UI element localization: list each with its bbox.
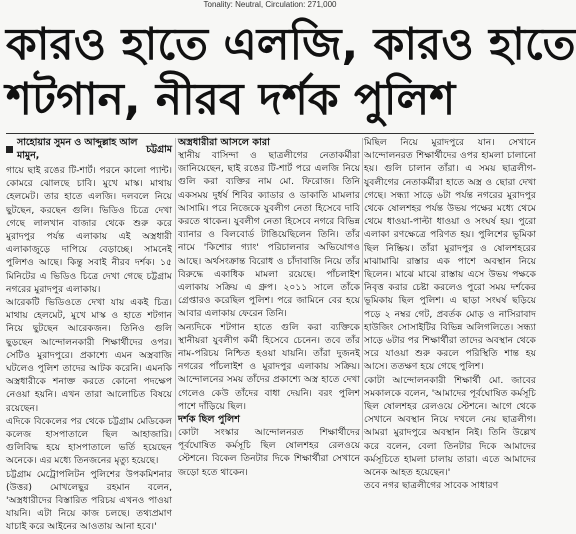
paragraph: অন্যদিকে শটগান হাতে গুলি করা ব্যক্তিকে স্থানীয়রা যুবলীগ কর্মী হিসেবে চেনেন। তবে তাঁর নাম-পরিচয় নিশ্চিত হওয়া যায়নি। তাঁরা দুজনই নগরের পাঁচলাইশ ও মুরাদপুর এলাকায় সক্রিয়। আন্দোলনের সময় তাঁদের প্রকাশ্যে অস্ত্র হাতে দেখা গেলেও কেউ তাঁদের বাধা দেয়নি। বরং পুলিশ পাশে দাঁড়িয়ে ছিল।	[178, 321, 360, 412]
bullet-square-icon	[6, 146, 13, 153]
paragraph: চট্টগ্রাম মেট্রোপলিটন পুলিশের উপকমিশনার (উত্তর) মোখলেছুর রহমান বলেন, 'অস্ত্রধারীদের বিস্তারিত পরিচয় এখনও পাওয়া যায়নি। এটা নিয়ে কাজ চলছে। তথ্যপ্রমাণ যাচাই করে আইনের আওতায় আনা হবে।'	[6, 468, 172, 533]
subheading: অস্ত্রধারীরা আসলে কারা	[178, 137, 270, 148]
headline-line-2: শটগান, নীরব দর্শক পুলিশ	[6, 74, 456, 125]
paragraph: আরেকটি ভিডিওতে দেখা যায় একই চিত্র। মাথায় হেলমেট, মুখে মাস্ক ও হাতে শটগান নিয়ে ছুটছেন আরেকজন। তিনিও গুলি ছুড়ছেন আন্দোলনকারী শিক্ষার্থীদের ওপর। সেটিও মুরাদপুরে। প্রকাশ্যে এমন অস্ত্রবাজি ঘটলেও পুলিশ তাদের আটক করেনি। এমনকি অস্ত্রধারীকে শনাক্ত করতে কোনো পদক্ষেপ নেওয়া হয়নি। এখন তারা আলোচিত বিষয়ে রয়েছেন।	[6, 297, 172, 414]
byline-location: চট্টগ্রাম	[146, 143, 172, 155]
paragraph: তবে নগর ছাত্রলীগের সাবেক সাধারণ	[364, 480, 499, 492]
byline-authors: সাহোয়ার সুমন ও আব্দুল্লাহ আল মামুন,	[17, 137, 138, 161]
paragraph: মিছিল নিয়ে মুরাদপুরে যান। সেখানে আন্দোলনরত শিক্ষার্থীদের ওপর হামলা চালানো হয়। গুলি চালান তাঁরা। এ সময় ছাত্রলীগ-যুবলীগের নেতাকর্মীরা হাতে অস্ত্র ও ছোরা দেখা গেছে। সন্ধ্যা সাড়ে ৬টা পর্যন্ত নগরের মুরাদপুর থেকে ষোলশহর পর্যন্ত উভয় পক্ষের মধ্যে থেমে থেমে ধাওয়া-পাল্টা ধাওয়া ও সংঘর্ষ হয়। পুরো এলাকা রণক্ষেত্রে পরিণত হয়। পুলিশের ভূমিকা ছিল নিষ্ক্রিয়। তাঁরা মুরাদপুর ও ষোলশহরের মাঝামাঝি রাস্তার এক পাশে অবস্থান নিয়ে ছিলেন। মাঝে মাঝে রাস্তায় এসে উভয় পক্ষকে নিবৃত্ত করার চেষ্টা করলেও পুরো সময় দর্শকের ভূমিকায় ছিল পুলিশ। এ ছাড়া সংঘর্ষ ছড়িয়ে পড়ে ২ নম্বর গেট, প্রবর্তক মোড় ও নাসিরাবাদ হাউজিং সোসাইটির বিভিন্ন অলিগলিতে। সন্ধ্যা সাড়ে ৬টার পর শিক্ষার্থীরা তাদের অবস্থান থেকে সরে যাওয়া শুরু করলে পরিস্থিতি শান্ত হয় আসে। ততক্ষণ হয়ে গেছে পুলিশ।	[364, 137, 536, 373]
paragraph: কোটা সংস্কার আন্দোলনরত শিক্ষার্থীদের পূর্বঘোষিত কর্মসূচি ছিল ষোলশহর রেলওয়ে স্টেশনে। বিকেল তিনটার দিকে শিক্ষার্থীরা সেখানে জড়ো হতে থাকেন।	[178, 427, 360, 478]
paragraph: স্থানীয় বাসিন্দা ও ছাত্রলীগের নেতাকর্মীরা জানিয়েছেন, ছাই রঙের টি-শার্ট পরে এলজি নিয়ে গুলি করা ব্যক্তির নাম মো. ফিরোজ। তিনি একসময় দুর্ধর্ষ শিবির ক্যাডার ও ডাকাতি মামলার আসামি। পরে নিজেকে যুবলীগ নেতা হিসেবে দাবি করতে থাকেন। যুবলীগ নেতা হিসেবে নগরে বিভিন্ন ব্যানার ও বিলবোর্ড টাঙিয়েছিলেন তিনি। তাঁর নামে 'কিশোর গ্যাং' পরিচালনার অভিযোগও আছে। অর্থসংক্রান্ত বিরোধ ও চাঁদাবাজি নিয়ে তাঁর বিরুদ্ধে একাধিক মামলা রয়েছে। পাঁচলাইশ এলাকায় সক্রিয় এ গ্রুপ। ২০১১ সালে তাঁকে গ্রেপ্তারও করেছিল পুলিশ। পরে জামিনে বের হয়ে আবার এলাকায় ফেরেন তিনি।	[178, 150, 360, 320]
paragraph: গায়ে ছাই রঙের টি-শার্ট। পরনে কালো প্যান্ট। কোমরে ঝোলছে চাবি। মুখে মাস্ক। মাথায় হেলমেট। তার হাতে এলজি। দলবলে নিয়ে ছুটছেন, করছেন গুলি। ভিডিও চিত্রে দেখা গেছে লালখান বাজার থেকে শুরু করে মুরাদপুর পর্যন্ত এলাকায় এই অস্ত্রধারী এলাকাজুড়ে দাপিয়ে বেড়াচ্ছে। সামনেই পুলিশও আছে। কিন্তু সবাই নীরব দর্শক। ১৫ মিনিটের এ ভিডিও চিত্রে দেখা গেছে চট্টগ্রাম নগরের মুরাদপুর এলাকায়।	[6, 165, 172, 295]
headline-divider	[6, 133, 534, 134]
subheading: দর্শক ছিল পুলিশ	[178, 414, 240, 426]
paragraph: এদিকে বিকেলের পর থেকে চট্টগ্রাম মেডিকেল কলেজ হাসপাতালে ছিল আহাজারি। গুলিবিদ্ধ হয়ে হাসপাতালে ভর্তি হয়েছেন অনেকে। এর মধ্যে তিনজনের মৃত্যু হয়েছে।	[6, 415, 172, 467]
column-separator	[362, 138, 363, 440]
tonality-circulation-line: Tonality: Neutral, Circulation: 271,000	[203, 0, 337, 9]
article-column-1	[6, 136, 172, 533]
headline-line-1: কারও হাতে এলজি, কারও হাতে	[6, 19, 576, 70]
byline	[6, 136, 172, 162]
article-column-3	[364, 136, 536, 492]
column-separator	[175, 138, 176, 440]
paragraph: কোটা আন্দোলনকারী শিক্ষার্থী মো. জাবের সমকালকে বলেন, 'আমাদের পূর্বঘোষিত কর্মসূচি ছিল ষোলশহর রেলওয়ে স্টেশনে। আগে থেকে সেখানে অবস্থান নিয়ে দখলে নেয় ছাত্রলীগ। আমরা মুরাদপুরে অবস্থান নিই। তিনি উল্লেখ করে বলেন, বেলা তিনটার দিকে আমাদের কর্মসূচিতে হামলা চালায় তারা। এতে আমাদের অনেক আহত হয়েছেন।'	[364, 374, 536, 479]
article-column-2	[178, 136, 360, 478]
